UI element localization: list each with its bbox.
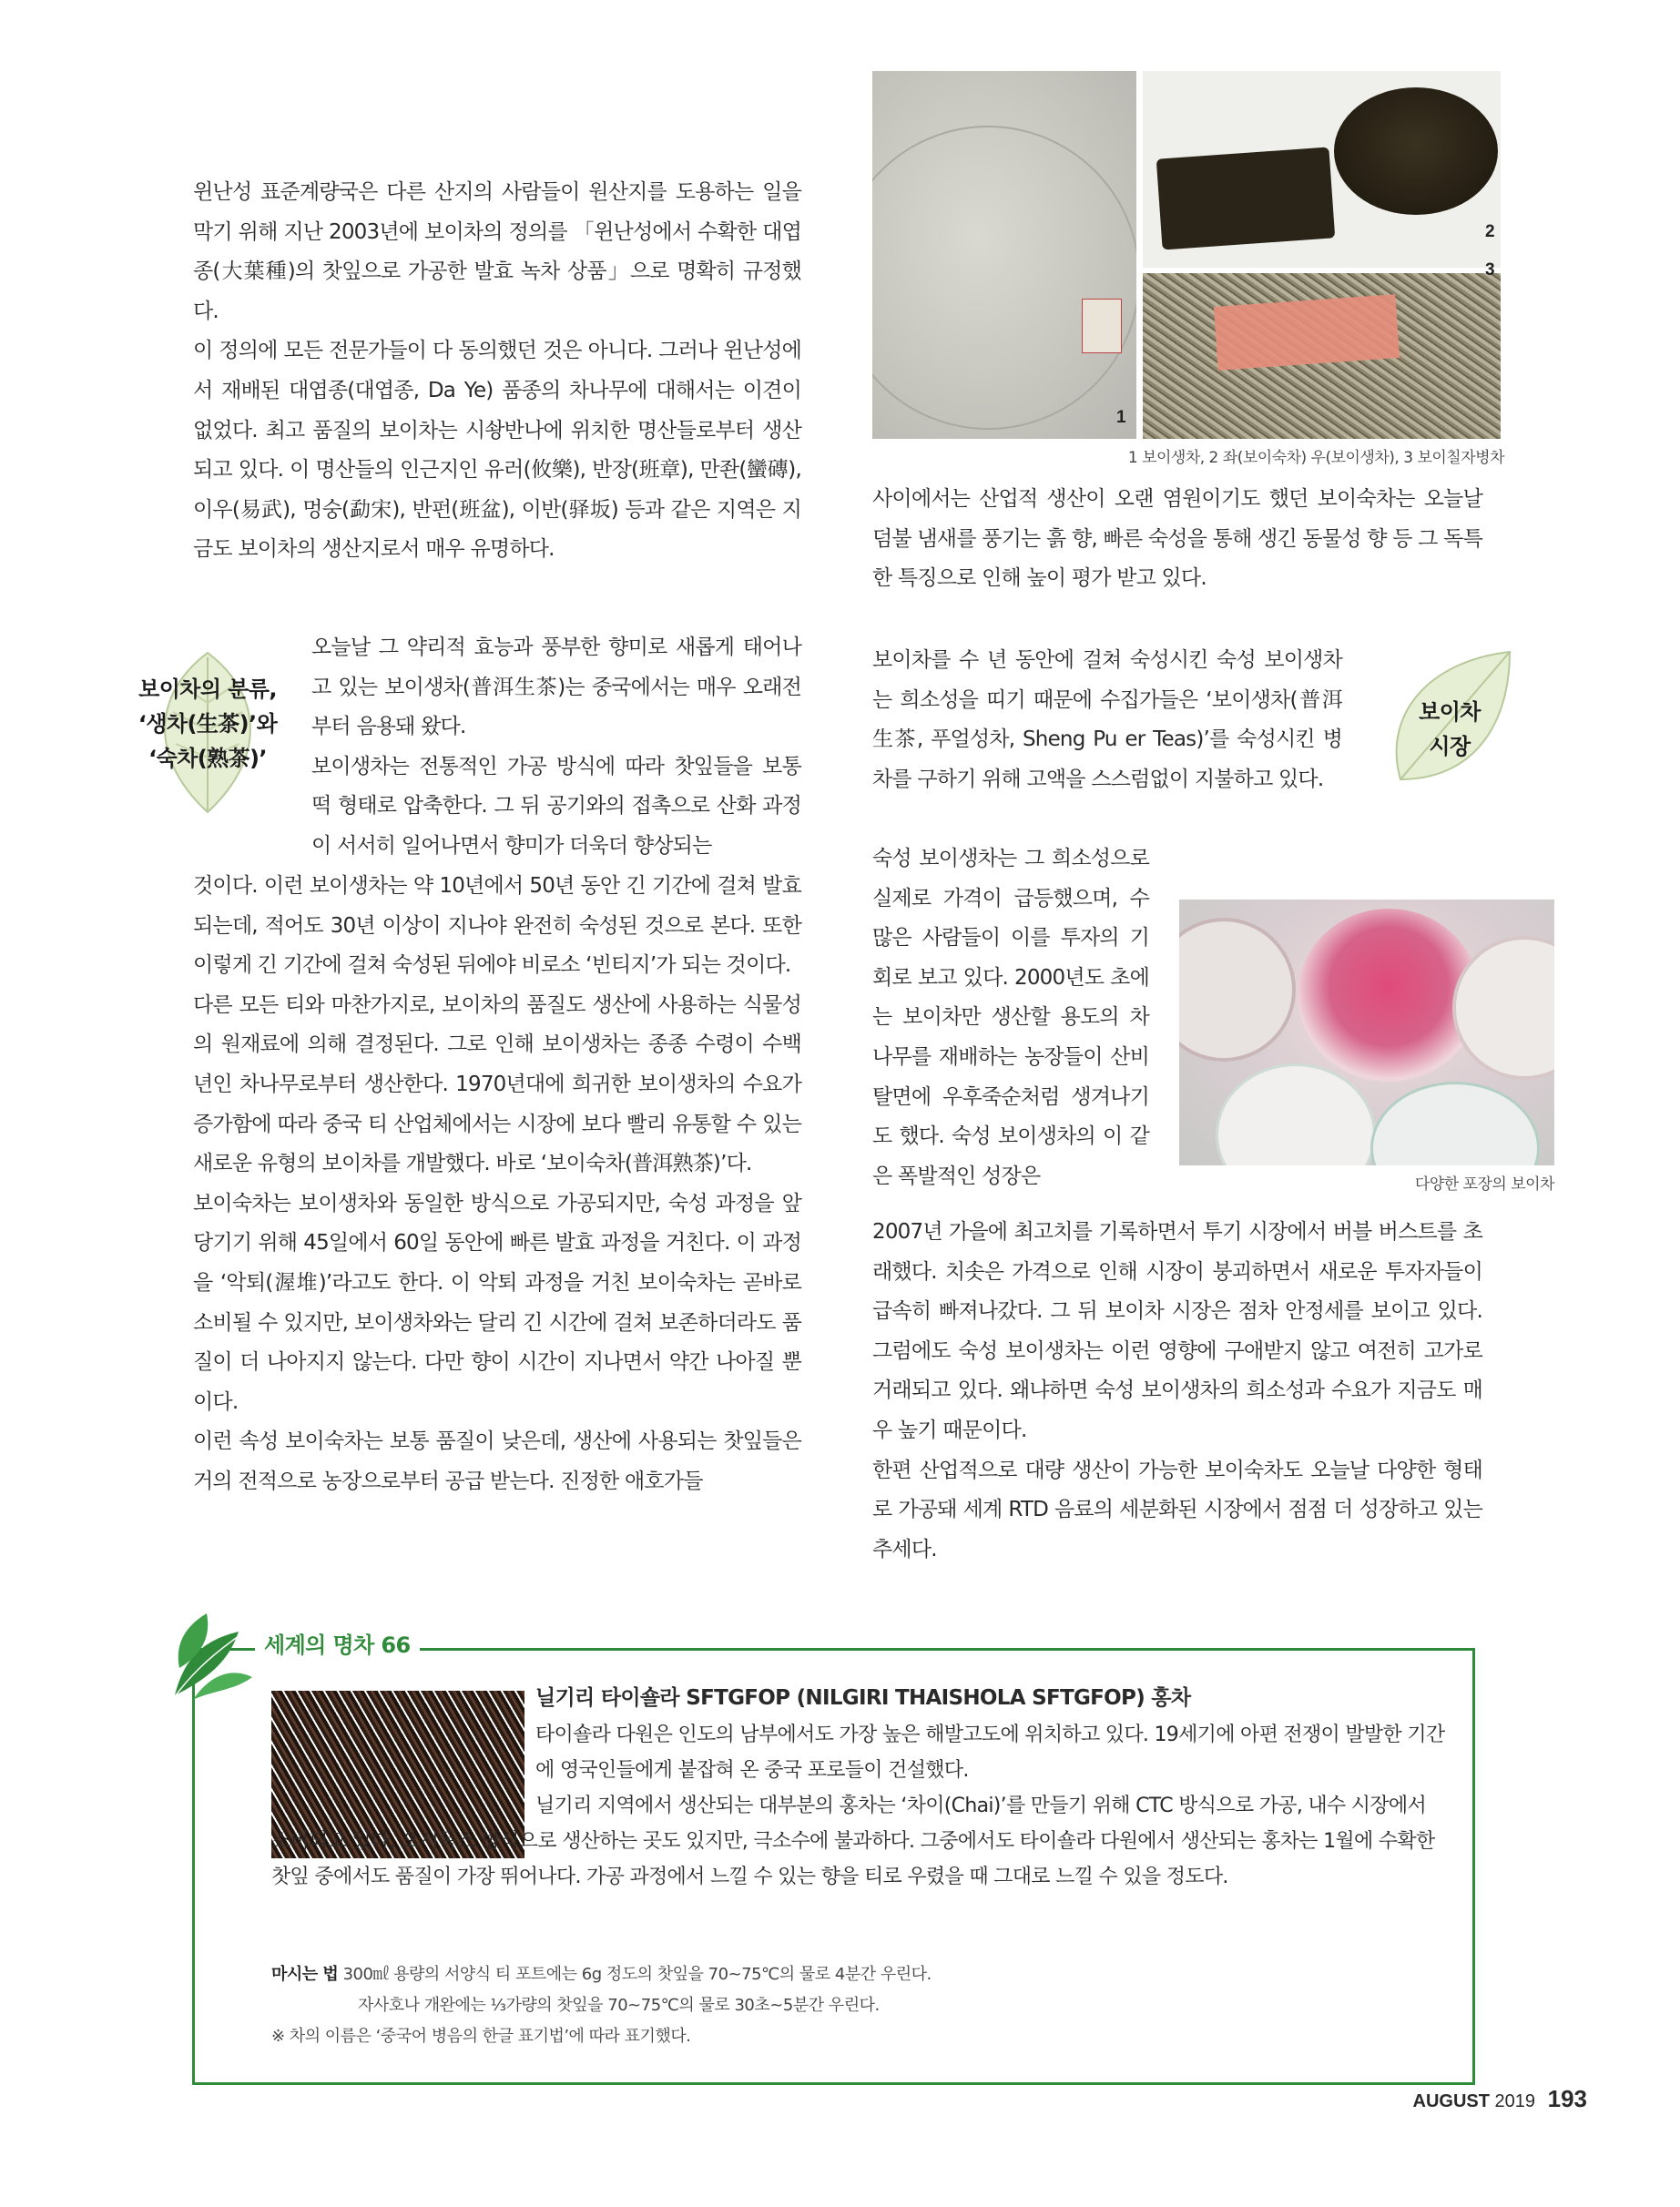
brew-label: 마시는 법 xyxy=(271,1965,339,1984)
market-text-wide xyxy=(872,641,1342,799)
brew-line-1 xyxy=(271,1959,1446,1990)
name-note: ※ 차의 이름은 ‘중국어 병음의 한글 표기법’에 따라 표기했다. xyxy=(271,2027,691,2046)
heading-line: ‘숙차(熟茶)’ xyxy=(148,746,267,771)
photo-number: 3 xyxy=(1485,260,1495,280)
photo-caption: 다양한 포장의 보이차 xyxy=(1414,1175,1554,1194)
market-text-full xyxy=(872,1213,1482,1570)
heading-line: 보이차 xyxy=(1419,699,1481,725)
photo-number: 1 xyxy=(1116,408,1126,427)
box-paragraph: 닐기리 지역에서 생산되는 대부분의 홍차는 ‘차이(Chai)’를 만들기 위해 CTC 방식으로 가공, 내수 시장에서 소비되고 있다. 오서독스 방식으로 생산하는 곳도 있지만, 극소수에 불과하다. 그중에서도 타이숄라 다원에서 생산되는 홍차는 1월에 수확한 찻잎 중에서도 품질이 가장 뛰어나다. 가공 과정에서 느낄 수 있는 향을 티로 우렸을 때 그대로 느낄 수 있을 정도다. xyxy=(271,1795,1435,1888)
photo-raw-puer-cake xyxy=(872,71,1136,439)
photo-qizi-bingcha xyxy=(1143,273,1501,439)
page-number: 193 xyxy=(1547,2085,1587,2112)
paragraph: 사이에서는 산업적 생산이 오랜 염원이기도 했던 보이숙차는 오늘날 덤불 냄새를 풍기는 흙 향, 빠른 숙성을 통해 생긴 동물성 향 등 그 독특한 특징으로 인해 높이 평가 받고 있다. xyxy=(872,487,1482,591)
section-heading-market xyxy=(1390,695,1509,764)
paragraph: 숙성 보이생차는 그 희소성으로 실제로 가격이 급등했으며, 수많은 사람들이 이를 투자의 기회로 보고 있다. 2000년도 초에는 보이차만 생산할 용도의 차나무를 재배하는 농장들이 산비탈면에 우후죽순처럼 생겨나기도 했다. 숙성 보이생차의 이 같은 폭발적인 성장은 xyxy=(872,847,1149,1188)
heading-line: 시장 xyxy=(1429,734,1471,759)
tea-leaves-icon xyxy=(157,1604,257,1704)
heading-line: ‘생차(生茶)’와 xyxy=(137,711,278,737)
right-intro-text xyxy=(872,480,1482,599)
market-text-narrow xyxy=(872,839,1149,1196)
paragraph: 이런 속성 보이숙차는 보통 품질이 낮은데, 생산에 사용되는 찻잎들은 거의 전적으로 농장으로부터 공급 받는다. 진정한 애호가들 xyxy=(193,1429,801,1493)
box-paragraph: 타이숄라 다원은 인도의 남부에서도 가장 높은 해발고도에 위치하고 있다. 19세기에 아편 전쟁이 발발한 기간에 영국인들에게 붙잡혀 온 중국 포로들이 건설했다. xyxy=(535,1724,1445,1782)
footer-year: 2019 xyxy=(1494,2091,1536,2111)
brew-line-2: 자사호나 개완에는 ⅓가량의 찻잎을 70~75℃의 물로 30초~5분간 우린다. xyxy=(358,1996,880,2015)
footer-month: AUGUST xyxy=(1412,2091,1490,2111)
paragraph: 보이숙차는 보이생차와 동일한 방식으로 가공되지만, 숙성 과정을 앞당기기 위해 45일에서 60일 동안에 빠른 발효 과정을 거친다. 이 과정을 ‘악퇴(渥堆)’라고도 한다. 이 악퇴 과정을 거친 보이숙차는 곧바로 소비될 수 있지만, 보이생차와는 달리 긴 시간에 걸쳐 보존하더라도 품질이 더 나아지지 않는다. 다만 향이 시간이 지나면서 약간 나아질 뿐이다. xyxy=(193,1191,801,1414)
paragraph: 다른 모든 티와 마찬가지로, 보이차의 품질도 생산에 사용하는 식물성의 원재료에 의해 결정된다. 그로 인해 보이생차는 종종 수령이 수백 년인 차나무로부터 생산한다. 1970년대에 희귀한 보이생차의 수요가 증가함에 따라 중국 티 산업체에서는 시장에 보다 빨리 유통할 수 있는 새로운 유형의 보이차를 개발했다. 바로 ‘보이숙차(普洱熟茶)’다. xyxy=(193,992,801,1176)
paragraph: 2007년 가을에 최고치를 기록하면서 투기 시장에서 버블 버스트를 초래했다. 치솟은 가격으로 인해 시장이 붕괴하면서 새로운 투자자들이 급속히 빠져나갔다. 그 뒤 보이차 시장은 점차 안정세를 보이고 있다. 그럼에도 숙성 보이생차는 이런 영향에 구애받지 않고 여전히 고가로 거래되고 있다. 왜냐하면 숙성 보이생차의 희소성과 수요가 지금도 매우 높기 때문이다. xyxy=(872,1220,1482,1442)
paragraph: 오늘날 그 약리적 효능과 풍부한 향미로 새롭게 태어나고 있는 보이생차(普洱生茶)는 중국에서는 매우 오래전부터 음용돼 왔다. xyxy=(311,636,801,739)
brew-instructions xyxy=(271,1959,1446,2052)
heading-line: 보이차의 분류, xyxy=(138,676,277,702)
paragraph: 보이차를 수 년 동안에 걸쳐 숙성시킨 숙성 보이생차는 희소성을 띠기 때문에 수집가들은 ‘보이생차(普洱生茶, 푸얼성차, Sheng Pu er Teas)’를 숙성시킨 병차를 구하기 위해 고액을 스스럼없이 지불하고 있다. xyxy=(872,648,1342,791)
photo-number: 2 xyxy=(1485,222,1495,241)
paragraph: 이 정의에 모든 전문가들이 다 동의했던 것은 아니다. 그러나 윈난성에서 재배된 대엽종(대엽종, Da Ye) 품종의 차나무에 대해서는 이견이 없었다. 최고 품질의 보이차는 시솽반나에 위치한 명산들로부터 생산되고 있다. 이 명산들의 인근지인 유러(攸樂), 반장(班章), 만좐(蠻磚), 이우(易武), 멍숭(勐宋), 반펀(班盆), 이반(驿坂) 등과 같은 지역은 지금도 보이차의 생산지로서 매우 유명하다. xyxy=(193,339,801,562)
paragraph: 한편 산업적으로 대량 생산이 가능한 보이숙차도 오늘날 다양한 형태로 가공돼 세계 RTD 음료의 세분화된 시장에서 점점 더 성장하고 있는 추세다. xyxy=(872,1458,1482,1561)
photo-packaged-puer xyxy=(1179,900,1554,1165)
brew-text: 300㎖ 용량의 서양식 티 포트에는 6g 정도의 찻잎을 70~75℃의 물로 4분간 우린다. xyxy=(342,1965,932,1984)
body-text xyxy=(193,867,801,1502)
section-heading-classification xyxy=(107,672,308,776)
paragraph: 윈난성 표준계량국은 다른 산지의 사람들이 원산지를 도용하는 일을 막기 위해 지난 2003년에 보이차의 정의를 「윈난성에서 수확한 대엽종(大葉種)의 찻잎으로 가공한 발효 녹차 상품」으로 명확히 규정했다. xyxy=(193,180,801,323)
intro-text xyxy=(193,173,801,570)
box-tea-title: 닐기리 타이숄라 SFTGFOP (NILGIRI THAISHOLA SFTGFOP) 홍차 xyxy=(535,1686,1191,1710)
indented-text xyxy=(311,628,801,867)
paragraph: 보이생차는 전통적인 가공 방식에 따라 찻잎들을 보통 떡 형태로 압축한다. 그 뒤 공기와의 접촉으로 산화 과정이 서서히 일어나면서 향미가 더욱더 향상되는 xyxy=(311,754,801,858)
page-footer xyxy=(1413,2085,1587,2113)
photo-caption: 1 보이생차, 2 좌(보이숙차) 우(보이생차), 3 보이칠자병차 xyxy=(1127,449,1504,467)
box-label: 세계의 명차 66 xyxy=(255,1627,420,1659)
paragraph: 것이다. 이런 보이생차는 약 10년에서 50년 동안 긴 기간에 걸쳐 발효되는데, 적어도 30년 이상이 지나야 완전히 숙성된 것으로 본다. 또한 이렇게 긴 기간에 걸쳐 숙성된 뒤에야 비로소 ‘빈티지’가 되는 것이다. xyxy=(193,874,801,978)
photo-ripe-and-raw-puer xyxy=(1143,71,1501,268)
